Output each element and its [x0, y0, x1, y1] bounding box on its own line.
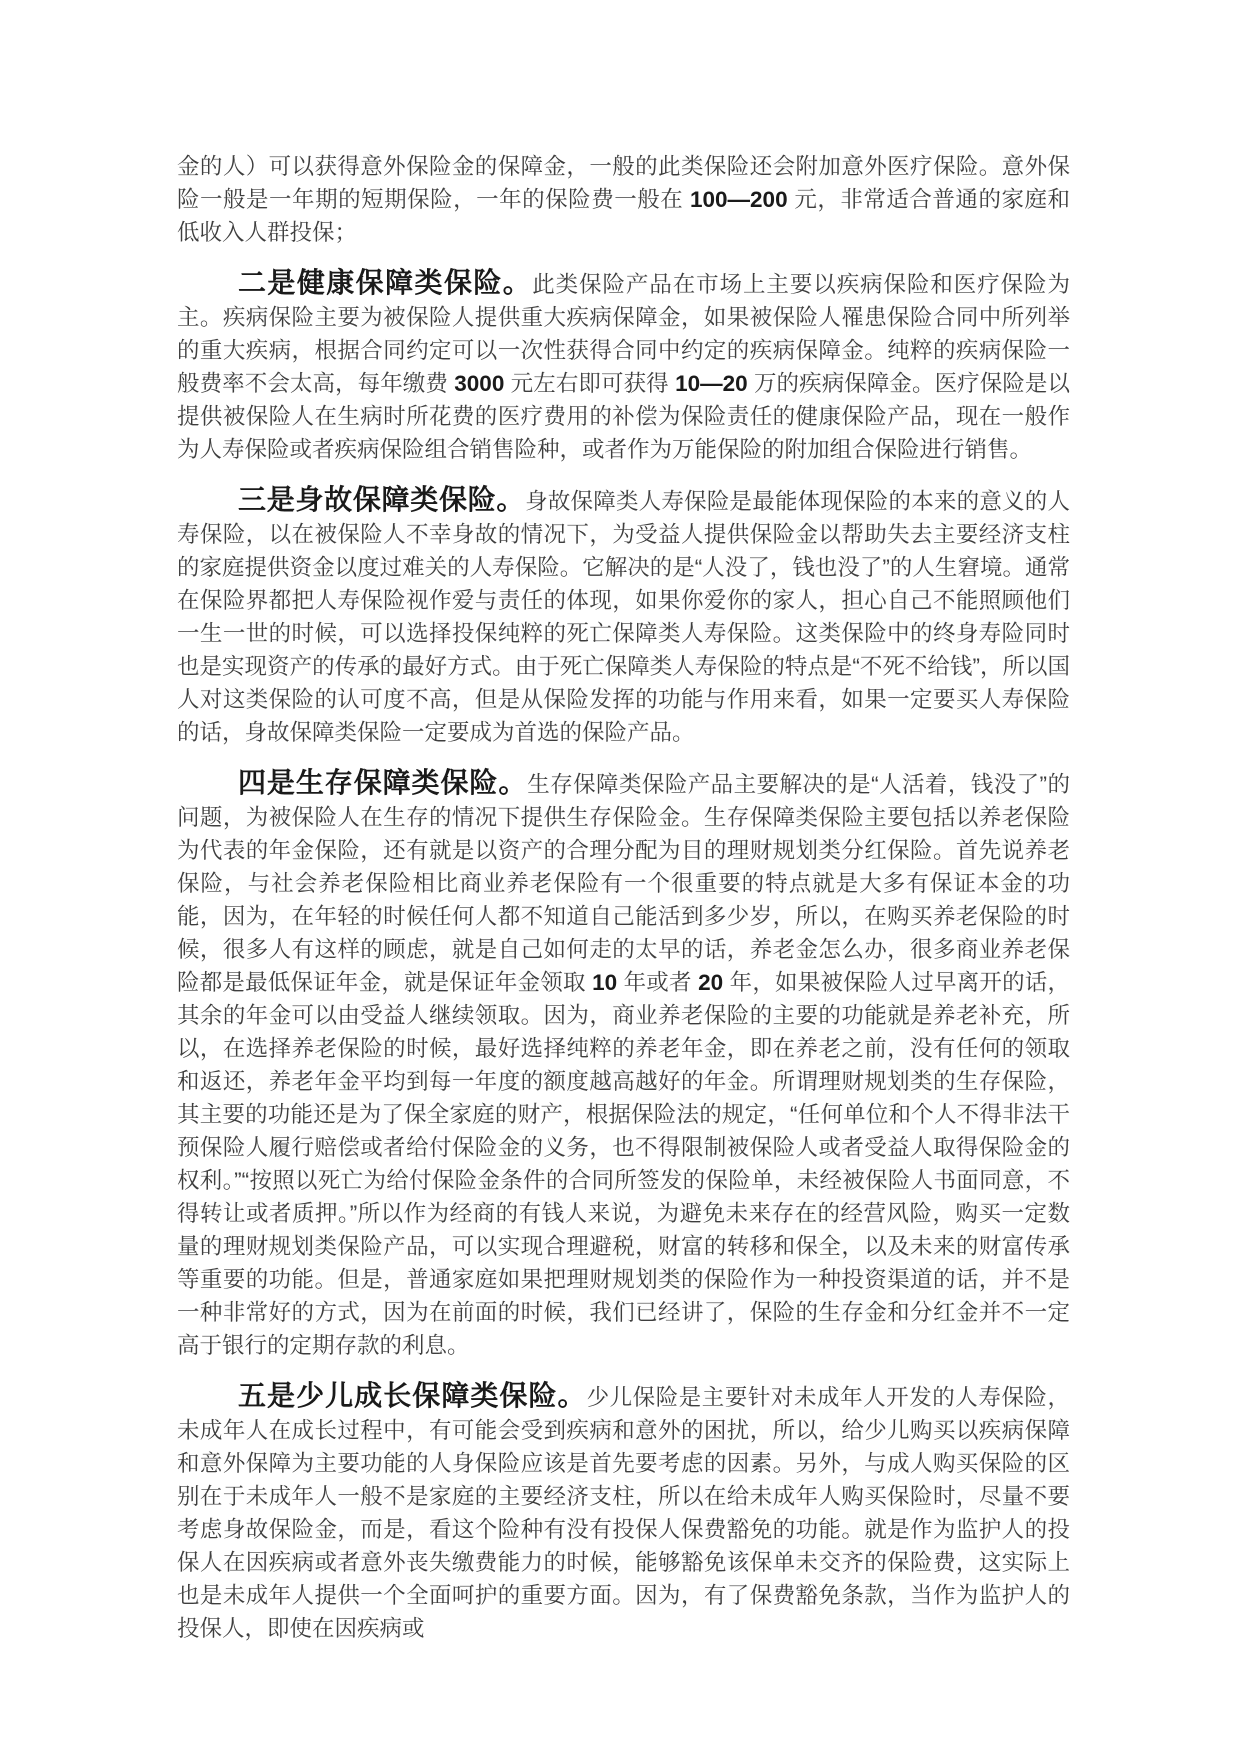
paragraph-lead-bold: 三是身故保障类保险。 — [238, 484, 526, 515]
document-body — [177, 150, 1070, 1662]
text-run: 元左右即可获得 — [504, 371, 676, 396]
paragraph — [177, 766, 1070, 1362]
paragraph-lead-bold: 二是健康保障类保险。 — [238, 267, 533, 298]
number-run: 10 — [592, 970, 618, 995]
paragraph — [177, 150, 1070, 249]
paragraph — [177, 1379, 1070, 1645]
text-run: 年或者 — [617, 970, 699, 995]
text-run: 此类保险产品在市场上主要以疾病保险和医疗保险为主。疾病保险主要为被保险人提供重大疾病保障金，如果被保险人罹患保险合同中所列举的重大疾病，根据合同约定可以一次性获得合同中约定的疾病保障金。纯粹的疾病保险一般费率不会太高，每年缴费 — [177, 272, 1070, 396]
text-run: 元，非常适合普通的家庭和低收入人群投保； — [177, 187, 1070, 245]
number-run: 3000 — [454, 371, 505, 396]
number-run: 20 — [698, 970, 724, 995]
paragraph — [177, 483, 1070, 749]
text-run: 身故保障类人寿保险是最能体现保险的本来的意义的人寿保险，以在被保险人不幸身故的情况下，为受益人提供保险金以帮助失去主要经济支柱的家庭提供资金以度过难关的人寿保险。它解决的是“人没了，钱也没了”的人生窘境。通常在保险界都把人寿保险视作爱与责任的体现，如果你爱你的家人，担心自己不能照顾他们一生一世的时候，可以选择投保纯粹的死亡保障类人寿保险。这类保险中的终身寿险同时也是实现资产的传承的最好方式。由于死亡保障类人寿保险的特点是“不死不给钱”，所以国人对这类保险的认可度不高，但是从保险发挥的功能与作用来看，如果一定要买人寿保险的话，身故保障类保险一定要成为首选的保险产品。 — [177, 489, 1070, 745]
text-run: 万的疾病保障金。医疗保险是以提供被保险人在生病时所花费的医疗费用的补偿为保险责任的健康保险产品，现在一般作为人寿保险或者疾病保险组合销售险种，或者作为万能保险的附加组合保险进行销售。 — [177, 371, 1070, 462]
paragraph — [177, 266, 1070, 466]
text-run: 生存保障类保险产品主要解决的是“人活着，钱没了”的问题，为被保险人在生存的情况下提供生存保险金。生存保障类保险主要包括以养老保险为代表的年金保险，还有就是以资产的合理分配为目的理财规划类分红保险。首先说养老保险，与社会养老保险相比商业养老保险有一个很重要的特点就是大多有保证本金的功能，因为，在年轻的时候任何人都不知道自己能活到多少岁，所以，在购买养老保险的时候，很多人有这样的顾虑，就是自己如何走的太早的话，养老金怎么办，很多商业养老保险都是最低保证年金，就是保证年金领取 — [177, 772, 1070, 995]
paragraph-lead-bold: 四是生存保障类保险。 — [238, 767, 528, 798]
text-run: 少儿保险是主要针对未成年人开发的人寿保险，未成年人在成长过程中，有可能会受到疾病和意外的困扰，所以，给少儿购买以疾病保障和意外保障为主要功能的人身保险应该是首先要考虑的因素。另外，与成人购买保险的区别在于未成年人一般不是家庭的主要经济支柱，所以在给未成年人购买保险时，尽量不要考虑身故保险金，而是，看这个险种有没有投保人保费豁免的功能。就是作为监护人的投保人在因疾病或者意外丧失缴费能力的时候，能够豁免该保单未交齐的保险费，这实际上也是未成年人提供一个全面呵护的重要方面。因为，有了保费豁免条款，当作为监护人的投保人，即使在因疾病或 — [177, 1385, 1070, 1641]
number-run: 100—200 — [690, 187, 788, 212]
text-run: 金的人）可以获得意外保险金的保障金，一般的此类保险还会附加意外医疗保险。意外保险一般是一年期的短期保险，一年的保险费一般在 — [177, 154, 1070, 212]
number-run: 10—20 — [675, 371, 748, 396]
text-run: 年，如果被保险人过早离开的话，其余的年金可以由受益人继续领取。因为，商业养老保险的主要的功能就是养老补充，所以，在选择养老保险的时候，最好选择纯粹的养老年金，即在养老之前，没有任何的领取和返还，养老年金平均到每一年度的额度越高越好的年金。所谓理财规划类的生存保险，其主要的功能还是为了保全家庭的财产，根据保险法的规定，“任何单位和个人不得非法干预保险人履行赔偿或者给付保险金的义务，也不得限制被保险人或者受益人取得保险金的权利。”“按照以死亡为给付保险金条件的合同所签发的保险单，未经被保险人书面同意，不得转让或者质押。”所以作为经商的有钱人来说，为避免未来存在的经营风险，购买一定数量的理财规划类保险产品，可以实现合理避税，财富的转移和保全，以及未来的财富传承等重要的功能。但是，普通家庭如果把理财规划类的保险作为一种投资渠道的话，并不是一种非常好的方式，因为在前面的时候，我们已经讲了，保险的生存金和分红金并不一定高于银行的定期存款的利息。 — [177, 970, 1070, 1358]
paragraph-lead-bold: 五是少儿成长保障类保险。 — [238, 1380, 587, 1411]
